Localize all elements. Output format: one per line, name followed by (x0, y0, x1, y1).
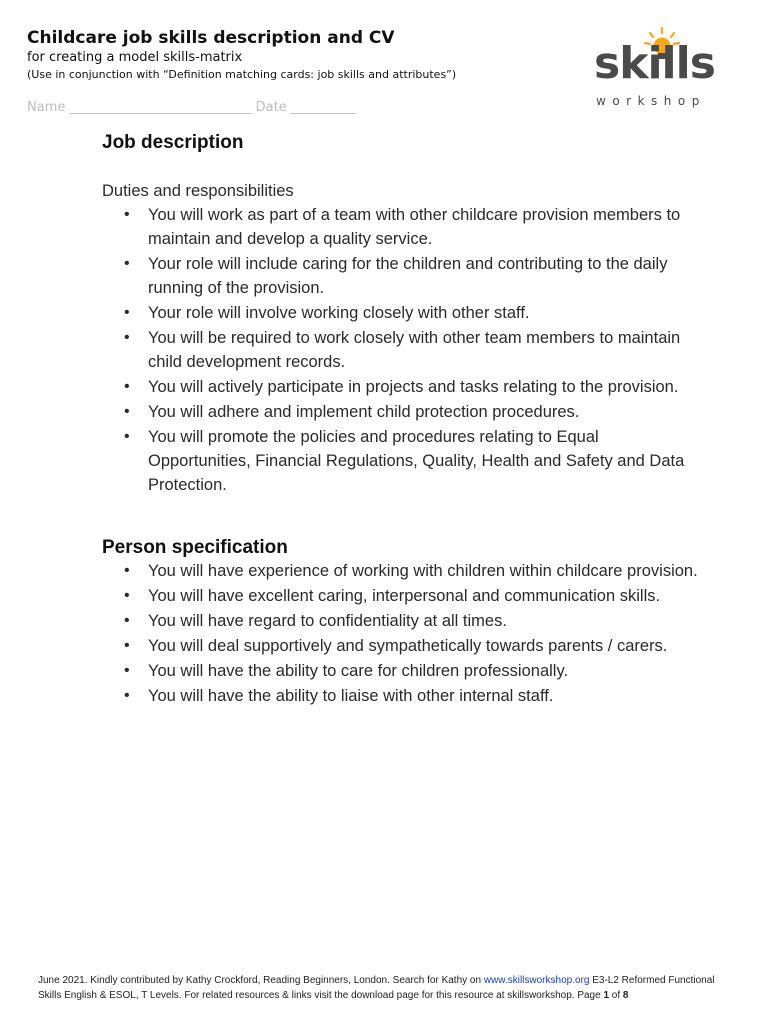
duties-subheading: Duties and responsibilities (102, 182, 294, 200)
list-item: • You will promote the policies and procedures relating to Equal Opportunities, Financial Regulations, Quality, Health and Safety and Data Protection. (148, 425, 702, 497)
person-specification-heading: Person specification (102, 537, 288, 558)
list-item: • You will actively participate in projects and tasks relating to the provision. (148, 375, 702, 399)
list-item: • You will have excellent caring, interpersonal and communication skills. (148, 584, 702, 608)
duties-list (102, 203, 702, 497)
page-current: 1 (603, 990, 610, 1001)
page-of-label: of (609, 990, 623, 1001)
list-item: • You will work as part of a team with other childcare provision members to maintain and develop a quality service. (148, 203, 702, 251)
list-item: • You will have regard to confidentiality at all times. (148, 609, 702, 633)
logo-subword: workshop (596, 94, 706, 108)
list-item: • Your role will involve working closely with other staff. (148, 301, 702, 325)
list-item: • You will adhere and implement child protection procedures. (148, 400, 702, 424)
document-note: (Use in conjunction with “Definition matching cards: job skills and attributes”) (27, 68, 457, 81)
list-item: • Your role will include caring for the children and contributing to the daily running of the provision. (148, 252, 702, 300)
footer-text-start: June 2021. Kindly contributed by Kathy Crockford, Reading Beginners, London. Search for Kathy on (38, 975, 484, 986)
page-footer (38, 973, 728, 1003)
person-spec-list (102, 559, 702, 708)
job-description-heading: Job description (102, 132, 244, 153)
page-total: 8 (622, 990, 629, 1001)
document-title: Childcare job skills description and CV (27, 28, 395, 48)
footer-text-end: E3-L2 Reformed Functional Skills English & ESOL, T Levels. For related resources & links visit the download page for this resource at skillsworkshop. Page (38, 975, 715, 1001)
skills-workshop-logo (590, 26, 740, 118)
name-date-line: Name ____________________________ Date __________ (27, 100, 356, 115)
logo-word: skills (594, 38, 715, 89)
list-item: • You will be required to work closely with other team members to maintain child development records. (148, 326, 702, 374)
list-item: • You will have the ability to liaise with other internal staff. (148, 684, 702, 708)
skillsworkshop-link[interactable]: www.skillsworkshop.org (483, 975, 590, 986)
document-subtitle: for creating a model skills-matrix (27, 50, 243, 65)
list-item: • You will have experience of working with children within childcare provision. (148, 559, 702, 583)
document-body (102, 132, 702, 709)
list-item: • You will have the ability to care for children professionally. (148, 659, 702, 683)
list-item: • You will deal supportively and sympathetically towards parents / carers. (148, 634, 702, 658)
